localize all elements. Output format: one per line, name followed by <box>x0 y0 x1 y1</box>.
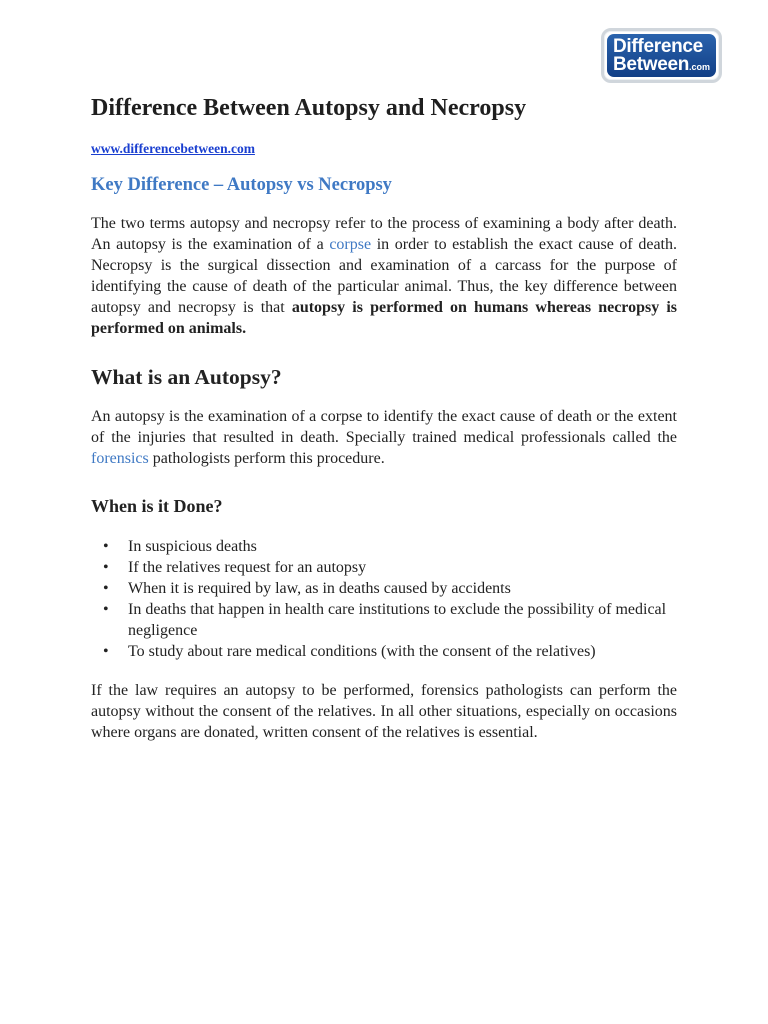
list-item-text: To study about rare medical conditions (with the consent of the relatives) <box>128 643 596 660</box>
list-item <box>91 578 677 599</box>
when-done-list <box>91 536 677 662</box>
difference-between-logo[interactable] <box>601 28 722 83</box>
intro-text-2: in order to establish the exact cause of death. Necropsy is the surgical dissection and examination of a carcass for the purpose of identifying the cause of death of the particular animal. Thus, the key difference between autopsy and necropsy is that <box>91 236 678 316</box>
bullet-icon: • <box>103 580 109 597</box>
when-is-it-done-heading: When is it Done? <box>91 496 223 516</box>
closing-paragraph: If the law requires an autopsy to be performed, forensics pathologists can perform the autopsy without the consent of the relatives. In all other situations, especially on occasions where organs are donated, written consent of the relatives is essential. <box>91 682 677 741</box>
list-item-text: In suspicious deaths <box>128 538 257 555</box>
logo-text-suffix: .com <box>689 62 711 72</box>
list-item-text: In deaths that happen in health care institutions to exclude the possibility of medical negligence <box>128 601 667 639</box>
logo-text-line2 <box>613 54 710 76</box>
list-item <box>91 557 677 578</box>
document-title: Difference Between Autopsy and Necropsy <box>91 95 527 121</box>
key-difference-heading: Key Difference – Autopsy vs Necropsy <box>91 175 392 195</box>
autopsy-text-1: An autopsy is the examination of a corpse to identify the exact cause of death or the extent of the injuries that resulted in death. Specially trained medical professionals called the <box>91 408 677 446</box>
corpse-link[interactable]: corpse <box>329 236 372 253</box>
logo-text-line1: Difference <box>613 36 703 57</box>
what-is-autopsy-heading: What is an Autopsy? <box>91 365 282 389</box>
list-item-text: If the relatives request for an autopsy <box>128 559 367 576</box>
bullet-icon: • <box>103 538 109 555</box>
intro-text-1: The two terms autopsy and necropsy refer to the process of examining a body after death. An autopsy is the examination of a <box>91 215 677 253</box>
site-link[interactable]: www.differencebetween.com <box>91 141 255 156</box>
forensics-link[interactable]: forensics <box>91 450 149 467</box>
list-item <box>91 641 677 662</box>
intro-paragraph <box>91 213 677 339</box>
bullet-icon: • <box>103 601 109 618</box>
logo-badge <box>607 34 716 77</box>
autopsy-paragraph <box>91 406 677 469</box>
list-item <box>91 599 677 641</box>
list-item <box>91 536 677 557</box>
bullet-icon: • <box>103 559 109 576</box>
autopsy-text-2: pathologists perform this procedure. <box>148 450 385 467</box>
logo-text-between: Between <box>613 54 690 75</box>
list-item-text: When it is required by law, as in deaths caused by accidents <box>128 580 511 597</box>
intro-key-difference-bold: autopsy is performed on humans whereas necropsy is performed on animals. <box>91 299 678 337</box>
bullet-icon: • <box>103 643 109 660</box>
